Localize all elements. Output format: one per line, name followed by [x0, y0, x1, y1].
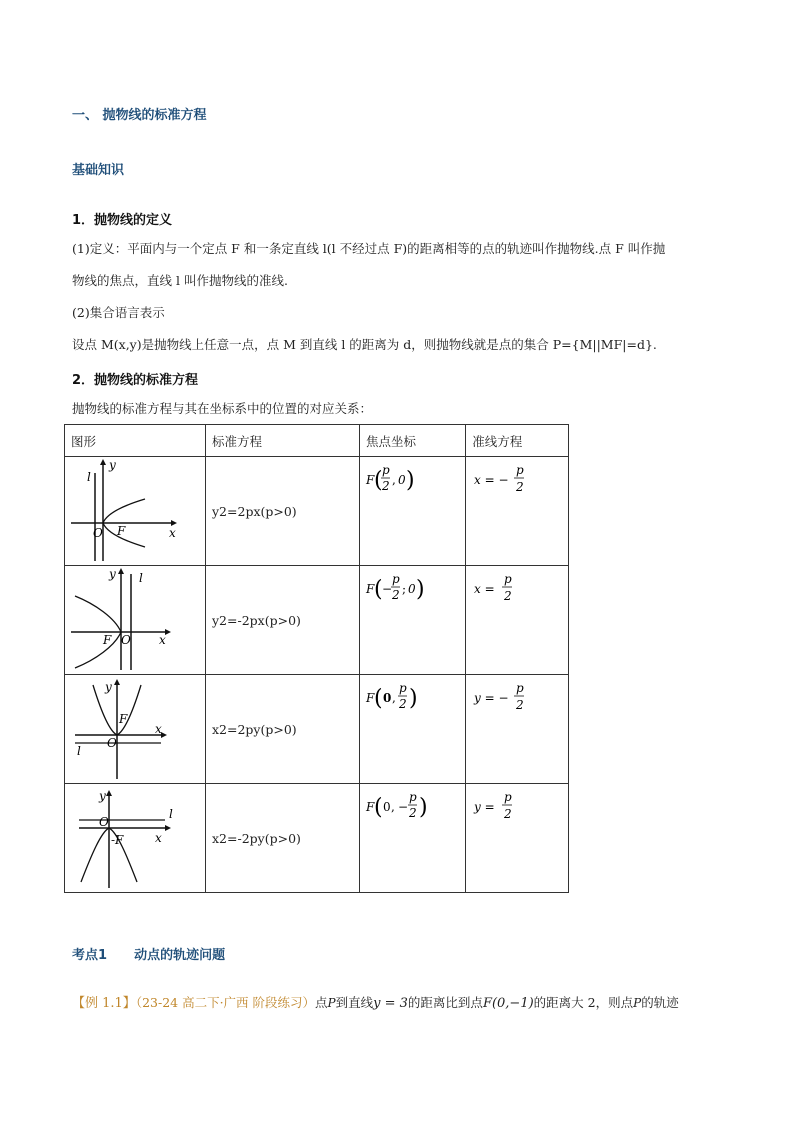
label-O: O — [99, 815, 109, 829]
example-text-b: 到直线 — [335, 995, 374, 1010]
directrix-formula — [466, 675, 566, 715]
definition-heading: 1．抛物线的定义 — [72, 213, 173, 228]
topic-label: 考点1 — [72, 948, 108, 963]
parabola-table — [64, 424, 569, 893]
directrix-lhs: x = — [474, 582, 495, 596]
parabola-right-figure — [65, 457, 205, 562]
focus-cell — [359, 457, 465, 566]
example-text-c: 的距离比到点 — [407, 995, 483, 1010]
topic-heading — [72, 944, 225, 963]
directrix-cell — [466, 457, 569, 566]
focus-F: F — [365, 691, 375, 705]
focus-den: 2 — [398, 697, 407, 711]
example-point: F(0,−1) — [482, 996, 534, 1011]
directrix-num: p — [516, 463, 524, 477]
label-y: y — [99, 789, 106, 803]
label-F: F — [117, 524, 126, 538]
directrix-cell — [466, 675, 569, 784]
focus-first: 0 — [382, 691, 392, 705]
focus-F: F — [365, 582, 375, 596]
directrix-lhs: y = − — [474, 691, 509, 705]
header-figure: 图形 — [65, 425, 206, 457]
standard-equation-heading: 2．抛物线的标准方程 — [72, 373, 199, 388]
focus-cell — [359, 784, 465, 893]
label-x: x — [155, 722, 162, 736]
equation-cell: y2=2px(p>0) — [206, 457, 360, 566]
focus-cell — [359, 675, 465, 784]
figure-cell — [65, 784, 206, 893]
example-tag: 【例 1.1】 — [72, 996, 136, 1011]
figure-cell — [65, 675, 206, 784]
svg-text:): ) — [408, 686, 418, 711]
example-text-a: 点 — [315, 995, 328, 1010]
set-language-text: 设点 M(x,y)是抛物线上任意一点，点 M 到直线 l 的距离为 d，则抛物线就是点的集合 P={M||MF|=d}. — [72, 337, 657, 352]
svg-text:,: , — [390, 800, 395, 814]
figure-cell — [65, 457, 206, 566]
directrix-cell — [466, 784, 569, 893]
example-line — [72, 990, 679, 1017]
directrix-formula — [466, 457, 566, 497]
directrix-den: 2 — [504, 589, 512, 603]
set-language-title: (2)集合语言表示 — [72, 305, 165, 320]
table-row — [65, 566, 569, 675]
equation-cell: x2=-2py(p>0) — [206, 784, 360, 893]
definition-line-1: (1)定义：平面内与一个定点 F 和一条定直线 l(l 不经过点 F)的距离相等的点的轨迹叫作抛物线.点 F 叫作抛 — [72, 241, 666, 256]
svg-text:(: ( — [373, 686, 383, 711]
svg-text:): ) — [418, 795, 428, 820]
label-y: y — [109, 458, 116, 472]
focus-num: p — [391, 572, 400, 586]
table-intro: 抛物线的标准方程与其在坐标系中的位置的对应关系： — [72, 401, 373, 416]
focus-F: F — [365, 473, 375, 487]
table-row — [65, 784, 569, 893]
directrix-num: p — [504, 572, 512, 586]
label-negF: -F — [111, 833, 124, 847]
example-source: （23-24 高二下·广西 阶段练习） — [135, 995, 316, 1010]
focus-minus: − — [397, 800, 409, 814]
header-equation: 标准方程 — [206, 425, 360, 457]
label-y: y — [109, 567, 116, 581]
focus-formula — [360, 675, 460, 715]
parabola-down-figure — [65, 784, 205, 889]
example-P2: P — [633, 996, 642, 1010]
focus-second: 0 — [407, 582, 416, 596]
focus-minus: − — [381, 582, 393, 596]
svg-text:(: ( — [373, 468, 383, 493]
directrix-formula — [466, 784, 566, 824]
table-row — [65, 457, 569, 566]
label-x: x — [159, 633, 166, 647]
focus-formula — [360, 566, 460, 606]
focus-den: 2 — [408, 806, 417, 820]
focus-first: 0 — [382, 800, 391, 814]
focus-formula — [360, 784, 460, 824]
label-l: l — [169, 807, 173, 821]
label-y: y — [105, 680, 112, 694]
directrix-cell — [466, 566, 569, 675]
example-P: P — [327, 996, 336, 1010]
directrix-den: 2 — [516, 480, 524, 494]
topic-title: 动点的轨迹问题 — [134, 948, 226, 963]
header-focus: 焦点坐标 — [359, 425, 465, 457]
label-x: x — [155, 831, 162, 845]
label-O: O — [93, 526, 103, 540]
directrix-num: p — [504, 790, 512, 804]
focus-den: 2 — [381, 479, 390, 493]
parabola-up-figure — [65, 675, 205, 780]
svg-text:(: ( — [373, 577, 383, 602]
focus-formula — [360, 457, 460, 497]
definition-line-2: 物线的焦点，直线 l 叫作抛物线的准线. — [72, 273, 288, 288]
equation-cell: x2=2py(p>0) — [206, 675, 360, 784]
svg-text:,: , — [391, 473, 396, 487]
focus-num: p — [381, 463, 390, 477]
figure-cell — [65, 566, 206, 675]
table-row — [65, 675, 569, 784]
directrix-den: 2 — [516, 698, 524, 712]
directrix-num: p — [516, 681, 524, 695]
svg-text:(: ( — [373, 795, 383, 820]
label-O: O — [107, 736, 117, 750]
focus-num: p — [398, 681, 407, 695]
focus-cell — [359, 566, 465, 675]
focus-second: 0 — [397, 473, 406, 487]
header-directrix: 准线方程 — [466, 425, 569, 457]
directrix-lhs: y = — [474, 800, 495, 814]
svg-text:;: ; — [401, 582, 407, 596]
label-O: O — [121, 633, 131, 647]
basic-knowledge-heading: 基础知识 — [72, 163, 125, 178]
label-l: l — [139, 571, 143, 585]
example-text-d: 的距离大 2，则点 — [533, 995, 634, 1010]
svg-text:): ) — [405, 468, 415, 493]
equation-cell: y2=-2px(p>0) — [206, 566, 360, 675]
directrix-formula — [466, 566, 566, 606]
example-text-e: 的轨迹 — [641, 995, 679, 1010]
label-F: F — [119, 712, 128, 726]
focus-den: 2 — [391, 588, 400, 602]
svg-text:,: , — [391, 691, 396, 705]
label-l: l — [87, 470, 91, 484]
focus-F: F — [365, 800, 375, 814]
focus-num: p — [408, 790, 417, 804]
label-x: x — [169, 526, 176, 540]
label-l: l — [77, 744, 81, 758]
table-header-row — [65, 425, 569, 457]
directrix-lhs: x = − — [474, 473, 509, 487]
svg-text:): ) — [415, 577, 425, 602]
label-F: F — [103, 633, 112, 647]
directrix-den: 2 — [504, 807, 512, 821]
section-title: 一、 抛物线的标准方程 — [72, 108, 207, 123]
example-line-eq: y = 3 — [373, 996, 408, 1011]
parabola-left-figure — [65, 566, 205, 671]
